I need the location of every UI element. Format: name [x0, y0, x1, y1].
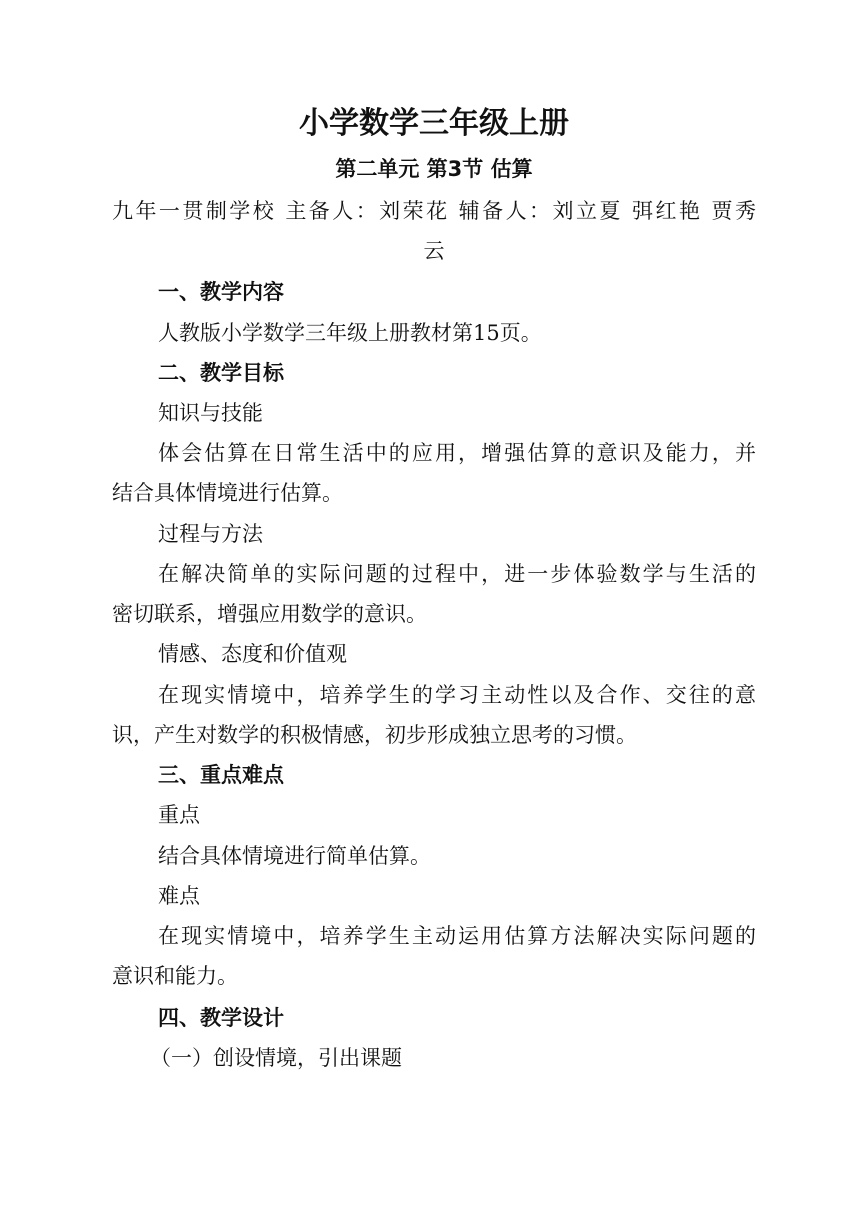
objective-emotion-line-2: 识，产生对数学的积极情感，初步形成独立思考的习惯。	[112, 723, 637, 747]
difficult-point-line-2: 意识和能力。	[112, 964, 238, 988]
section-heading-design: 四、教学设计	[158, 1006, 284, 1030]
key-point-label: 重点	[158, 803, 200, 827]
objective-label-process: 过程与方法	[158, 522, 263, 546]
section-heading-content: 一、教学内容	[158, 280, 284, 304]
section-heading-key-points: 三、重点难点	[158, 763, 284, 787]
difficult-point-line-1: 在现实情境中，培养学生主动运用估算方法解决实际问题的	[158, 924, 756, 948]
key-point-text: 结合具体情境进行简单估算。	[158, 844, 431, 868]
section-content-text: 人教版小学数学三年级上册教材第15页。	[158, 321, 542, 345]
objective-emotion-line-1: 在现实情境中，培养学生的学习主动性以及合作、交往的意	[158, 683, 756, 707]
objective-label-knowledge: 知识与技能	[158, 401, 263, 425]
author-line-1: 九年一贯制学校 主备人：刘荣花 辅备人：刘立夏 弭红艳 贾秀	[112, 199, 756, 223]
design-subheading: （一）创设情境，引出课题	[150, 1046, 402, 1070]
document-title: 小学数学三年级上册	[299, 106, 569, 141]
difficult-point-label: 难点	[158, 884, 200, 908]
author-line-2: 云	[423, 239, 445, 263]
document-subtitle: 第二单元 第3节 估算	[335, 157, 533, 181]
section-heading-objectives: 二、教学目标	[158, 361, 284, 385]
objective-knowledge-line-2: 结合具体情境进行估算。	[112, 481, 343, 505]
objective-label-emotion: 情感、态度和价值观	[158, 642, 347, 666]
objective-knowledge-line-1: 体会估算在日常生活中的应用，增强估算的意识及能力，并	[158, 441, 756, 465]
objective-process-line-1: 在解决简单的实际问题的过程中，进一步体验数学与生活的	[158, 562, 756, 586]
objective-process-line-2: 密切联系，增强应用数学的意识。	[112, 602, 427, 626]
